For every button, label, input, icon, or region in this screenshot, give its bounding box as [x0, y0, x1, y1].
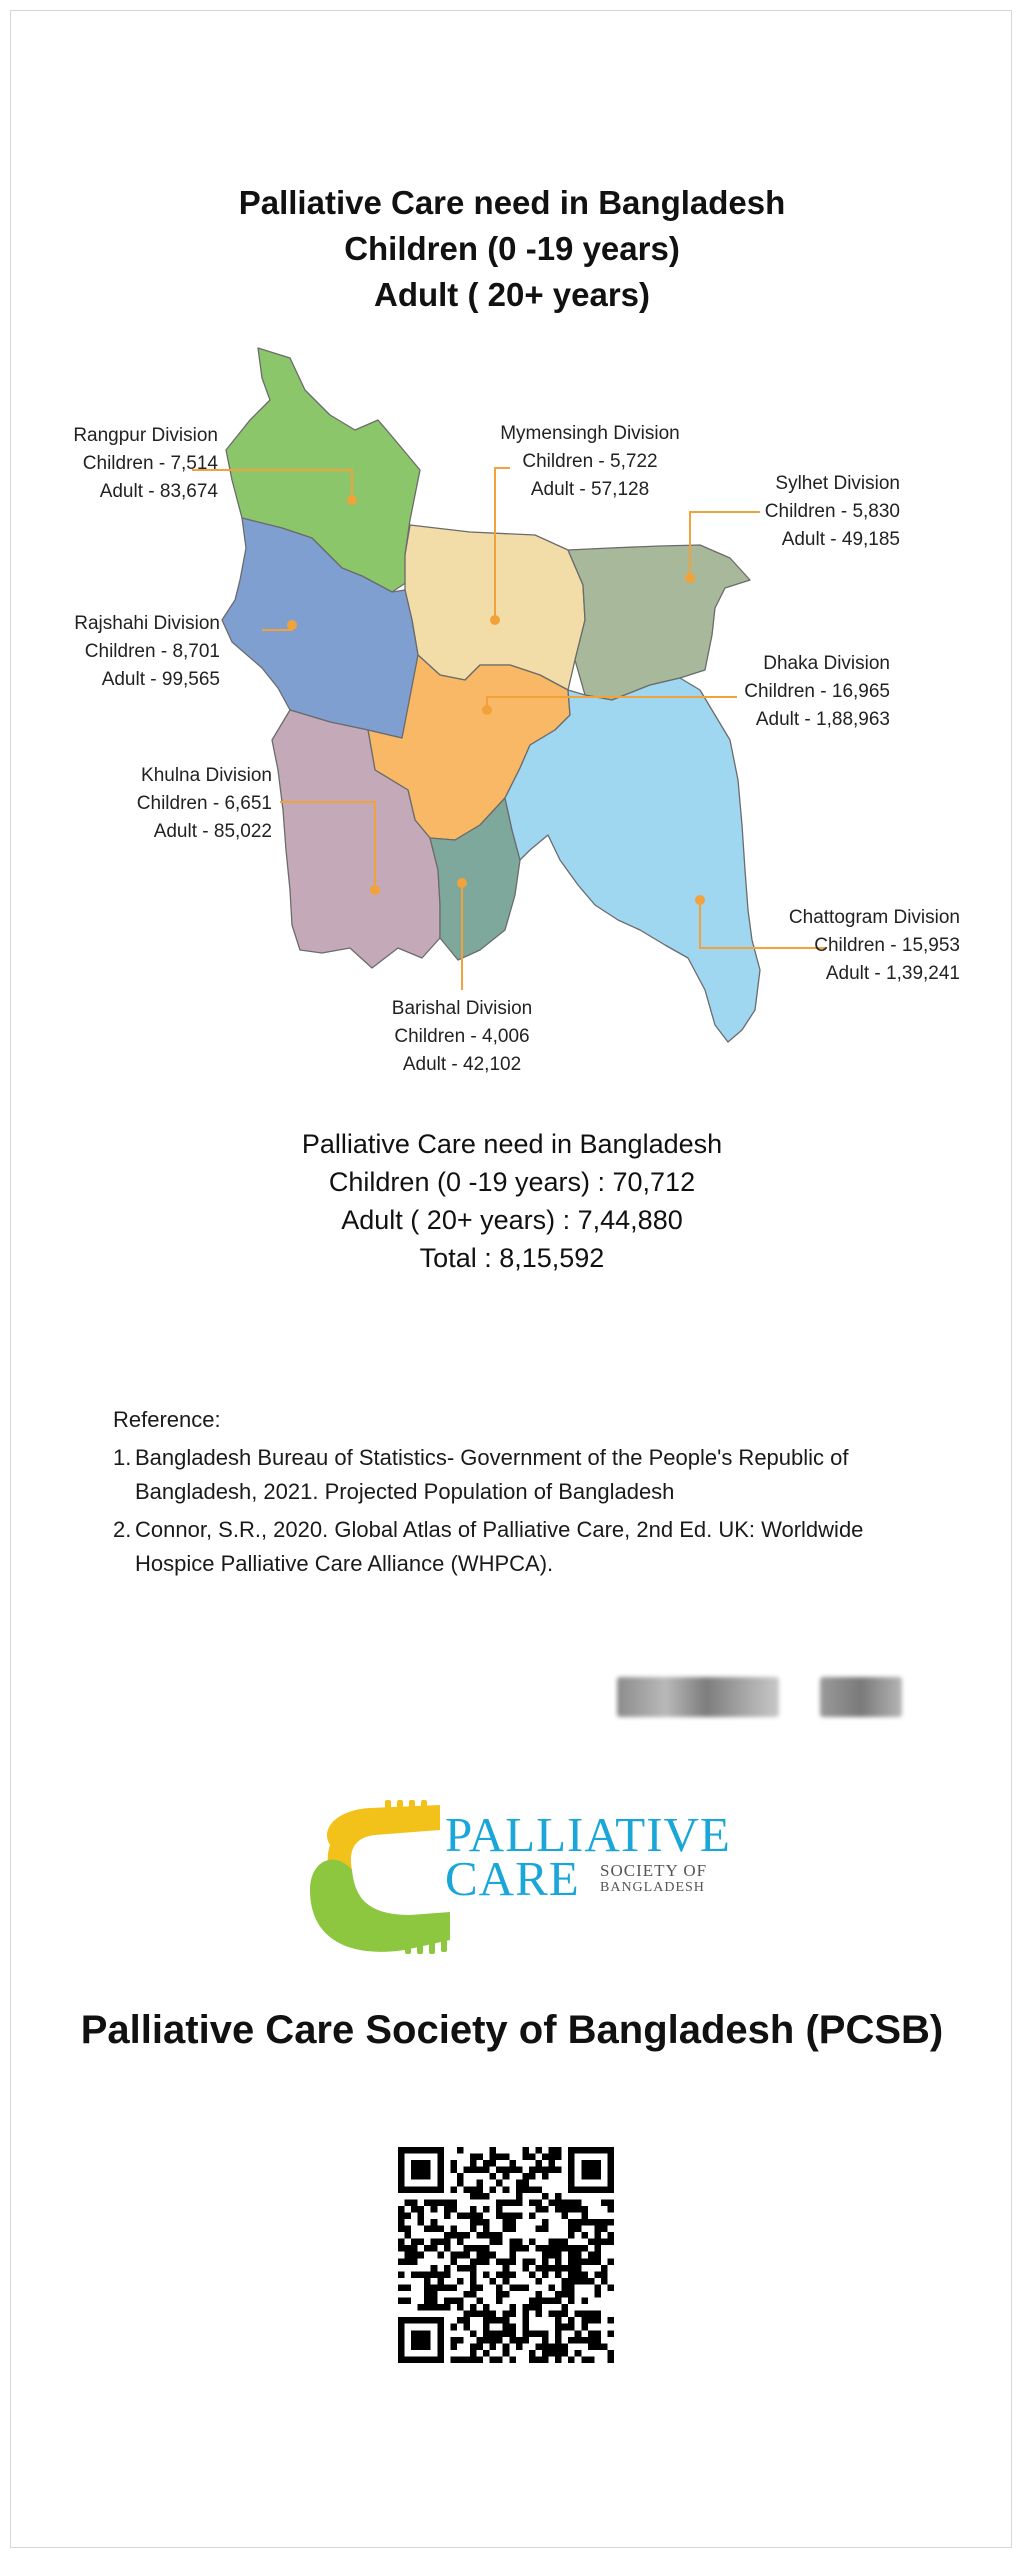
blurred-redaction — [820, 1677, 902, 1717]
division-adult: Adult - 1,39,241 — [825, 963, 960, 984]
logo-word-palliative: PALLIATIVE — [445, 1807, 731, 1862]
title-line-2: Children (0 -19 years) — [344, 230, 680, 267]
division-adult: Adult - 42,102 — [402, 1054, 522, 1075]
reference-block — [113, 1403, 943, 1581]
dot-sylhet — [685, 573, 695, 583]
pcsb-logo — [300, 1790, 731, 1970]
label-dhaka — [710, 650, 890, 734]
division-name: Mymensingh Division — [500, 423, 680, 444]
qr-code-icon[interactable] — [398, 2147, 614, 2363]
summary-block — [0, 1125, 1024, 1277]
division-name: Sylhet Division — [775, 473, 900, 494]
summary-line-4: Total : 8,15,592 — [419, 1243, 605, 1273]
division-name: Dhaka Division — [763, 653, 890, 674]
logo-sub-society: SOCIETY OF — [600, 1861, 708, 1880]
logo-sub-bangladesh: BANGLADESH — [600, 1880, 705, 1895]
reference-item — [113, 1441, 943, 1509]
label-khulna — [92, 762, 272, 846]
dot-rangpur — [347, 495, 357, 505]
division-children: Children - 8,701 — [84, 641, 220, 662]
division-adult: Adult - 85,022 — [153, 821, 272, 842]
organization-name: Palliative Care Society of Bangladesh (PCSB) — [80, 2008, 944, 2052]
reference-number: 2. — [113, 1517, 132, 1542]
label-rangpur — [38, 422, 218, 506]
division-name: Rajshahi Division — [74, 613, 220, 634]
dot-chattogram — [695, 895, 705, 905]
division-children: Children - 5,722 — [522, 451, 658, 472]
division-children: Children - 15,953 — [814, 935, 960, 956]
summary-line-3: Adult ( 20+ years) : 7,44,880 — [341, 1205, 683, 1235]
blurred-redaction — [617, 1677, 779, 1717]
reference-number: 1. — [113, 1445, 132, 1470]
dot-barishal — [457, 878, 467, 888]
reference-text: Bangladesh Bureau of Statistics- Government of the People's Republic of Bangladesh, 2021. Projected Population of Bangladesh — [135, 1445, 849, 1504]
division-name: Khulna Division — [141, 765, 272, 786]
title-line-3: Adult ( 20+ years) — [373, 276, 651, 313]
division-adult: Adult - 49,185 — [781, 529, 900, 550]
division-adult: Adult - 1,88,963 — [755, 709, 890, 730]
division-children: Children - 4,006 — [394, 1026, 530, 1047]
summary-line-2: Children (0 -19 years) : 70,712 — [328, 1167, 696, 1197]
logo-mark-icon — [300, 1790, 450, 1970]
division-adult: Adult - 99,565 — [101, 669, 220, 690]
label-chattogram — [770, 904, 960, 988]
reference-heading: Reference: — [113, 1407, 221, 1432]
logo-word-care: CARE — [445, 1851, 580, 1906]
dot-dhaka — [482, 705, 492, 715]
dot-rajshahi — [287, 620, 297, 630]
division-adult: Adult - 57,128 — [530, 479, 650, 500]
division-children: Children - 5,830 — [764, 501, 900, 522]
title-line-1: Palliative Care need in Bangladesh — [238, 184, 786, 221]
label-sylhet — [720, 470, 900, 554]
label-rajshahi — [40, 610, 220, 694]
dot-mymensingh — [490, 615, 500, 625]
division-children: Children - 6,651 — [136, 793, 272, 814]
bangladesh-map — [0, 330, 1024, 1090]
reference-text: Connor, S.R., 2020. Global Atlas of Palliative Care, 2nd Ed. UK: Worldwide Hospice Palliative Care Alliance (WHPCA). — [135, 1517, 864, 1576]
division-adult: Adult - 83,674 — [99, 481, 218, 502]
division-name: Rangpur Division — [73, 425, 218, 446]
label-mymensingh — [470, 420, 710, 504]
label-barishal — [342, 995, 582, 1079]
summary-line-1: Palliative Care need in Bangladesh — [301, 1129, 723, 1159]
division-children: Children - 16,965 — [744, 681, 890, 702]
division-name: Barishal Division — [391, 998, 533, 1019]
reference-item — [113, 1513, 943, 1581]
poster-title — [0, 180, 1024, 318]
division-children: Children - 7,514 — [82, 453, 218, 474]
division-name: Chattogram Division — [788, 907, 960, 928]
dot-khulna — [370, 885, 380, 895]
